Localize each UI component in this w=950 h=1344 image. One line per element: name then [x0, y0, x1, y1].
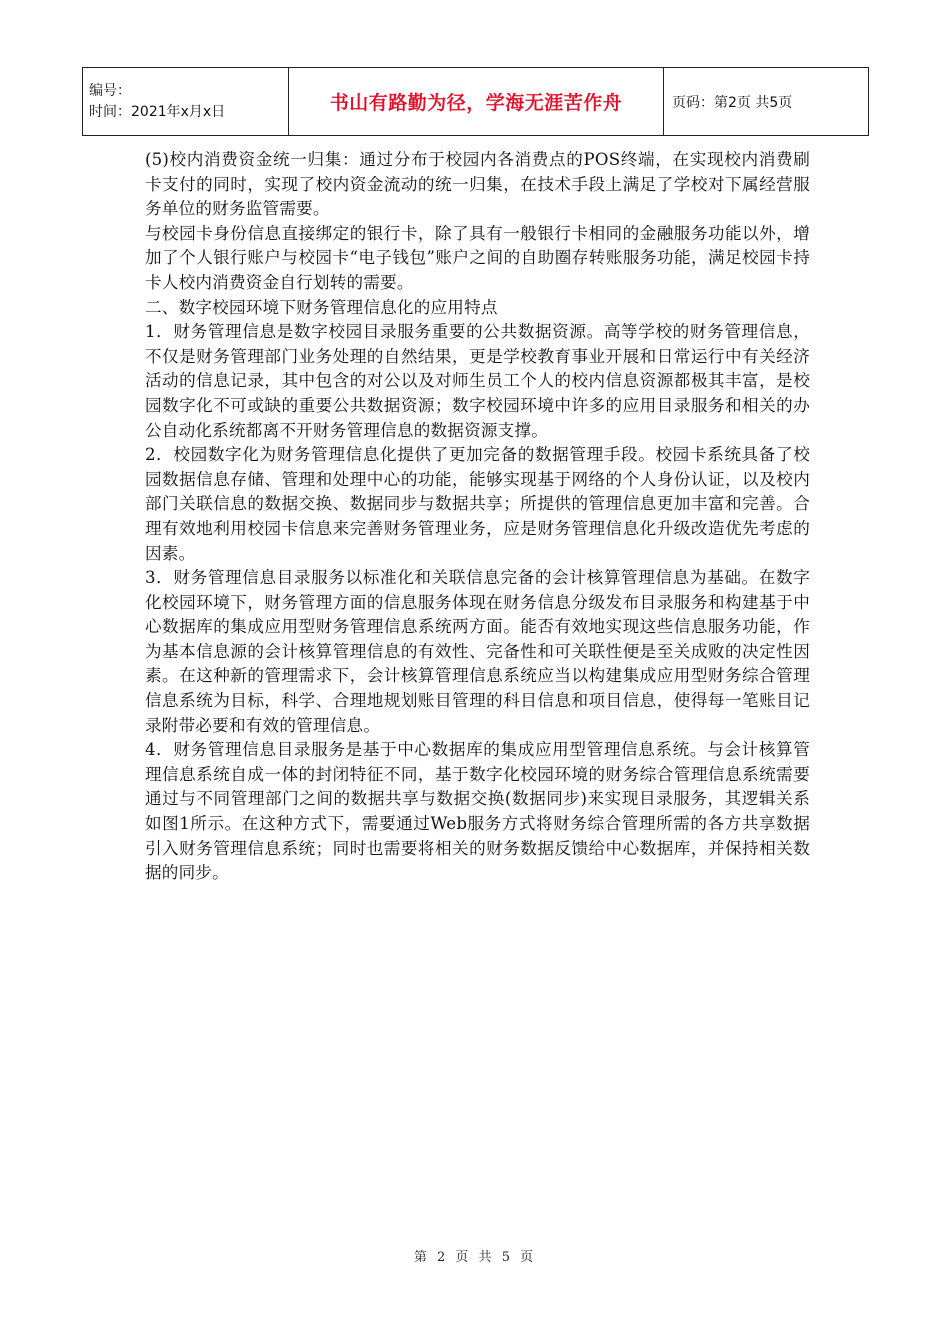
paragraph: 4．财务管理信息目录服务是基于中心数据库的集成应用型管理信息系统。与会计核算管理信息系统自成一体的封闭特征不同，基于数字化校园环境的财务综合管理信息系统需要通过与不同管理部门之间的数据共享与数据交换(数据同步)来实现目录服务，其逻辑关系如图1所示。在这种方式下，需要通过Web服务方式将财务综合管理所需的各方共享数据引入财务管理信息系统；同时也需要将相关的财务数据反馈给中心数据库，并保持相关数据的同步。 — [145, 740, 810, 883]
paragraph: 3．财务管理信息目录服务以标准化和关联信息完备的会计核算管理信息为基础。在数字化校园环境下，财务管理方面的信息服务体现在财务信息分级发布目录服务和构建基于中心数据库的集成应用型财务管理信息系统两方面。能否有效地实现这些信息服务功能，作为基本信息源的会计核算管理信息的有效性、完备性和可关联性便是至关成败的决定性因素。在这种新的管理需求下，会计核算管理信息系统应当以构建集成应用型财务综合管理信息系统为目标，科学、合理地规划账目管理的科目信息和项目信息，使得每一笔账目记录附带必要和有效的管理信息。 — [145, 568, 810, 735]
document-body — [145, 148, 810, 886]
header-table — [82, 67, 869, 136]
section-heading: 二、数字校园环境下财务管理信息化的应用特点 — [145, 297, 498, 317]
header-page-indicator: 页码：第2页 共5页 — [664, 68, 869, 136]
paragraph: 1．财务管理信息是数字校园目录服务重要的公共数据资源。高等学校的财务管理信息，不仅是财务管理部门业务处理的自然结果，更是学校教育事业开展和日常运行中有关经济活动的信息记录，其中包含的对公以及对师生员工个人的校内信息资源都极其丰富，是校园数字化不可或缺的重要公共数据资源；数字校园环境中许多的应用目录服务和相关的办公自动化系统都离不开财务管理信息的数据资源支撑。 — [145, 322, 810, 440]
paragraph: (5)校内消费资金统一归集：通过分布于校园内各消费点的POS终端，在实现校内消费刷卡支付的同时，实现了校内资金流动的统一归集，在技术手段上满足了学校对下属经营服务单位的财务监管需要。 — [145, 150, 810, 219]
paragraph: 与校园卡身份信息直接绑定的银行卡，除了具有一般银行卡相同的金融服务功能以外，增加了个人银行账户与校园卡“电子钱包”账户之间的自助圈存转账服务功能，满足校园卡持卡人校内消费资金自行划转的需要。 — [145, 223, 810, 292]
header-motto: 书山有路勤为径，学海无涯苦作舟 — [289, 68, 664, 136]
document-number-label: 编号： — [89, 82, 131, 99]
header-meta-cell — [83, 68, 289, 136]
document-date-label: 时间：2021年x月x日 — [89, 103, 226, 120]
page-footer: 第 2 页 共 5 页 — [413, 1250, 537, 1265]
paragraph: 2．校园数字化为财务管理信息化提供了更加完备的数据管理手段。校园卡系统具备了校园数据信息存储、管理和处理中心的功能，能够实现基于网络的个人身份认证，以及校内部门关联信息的数据交换、数据同步与数据共享；所提供的管理信息更加丰富和完善。合理有效地利用校园卡信息来完善财务管理业务，应是财务管理信息化升级改造优先考虑的因素。 — [145, 445, 810, 563]
